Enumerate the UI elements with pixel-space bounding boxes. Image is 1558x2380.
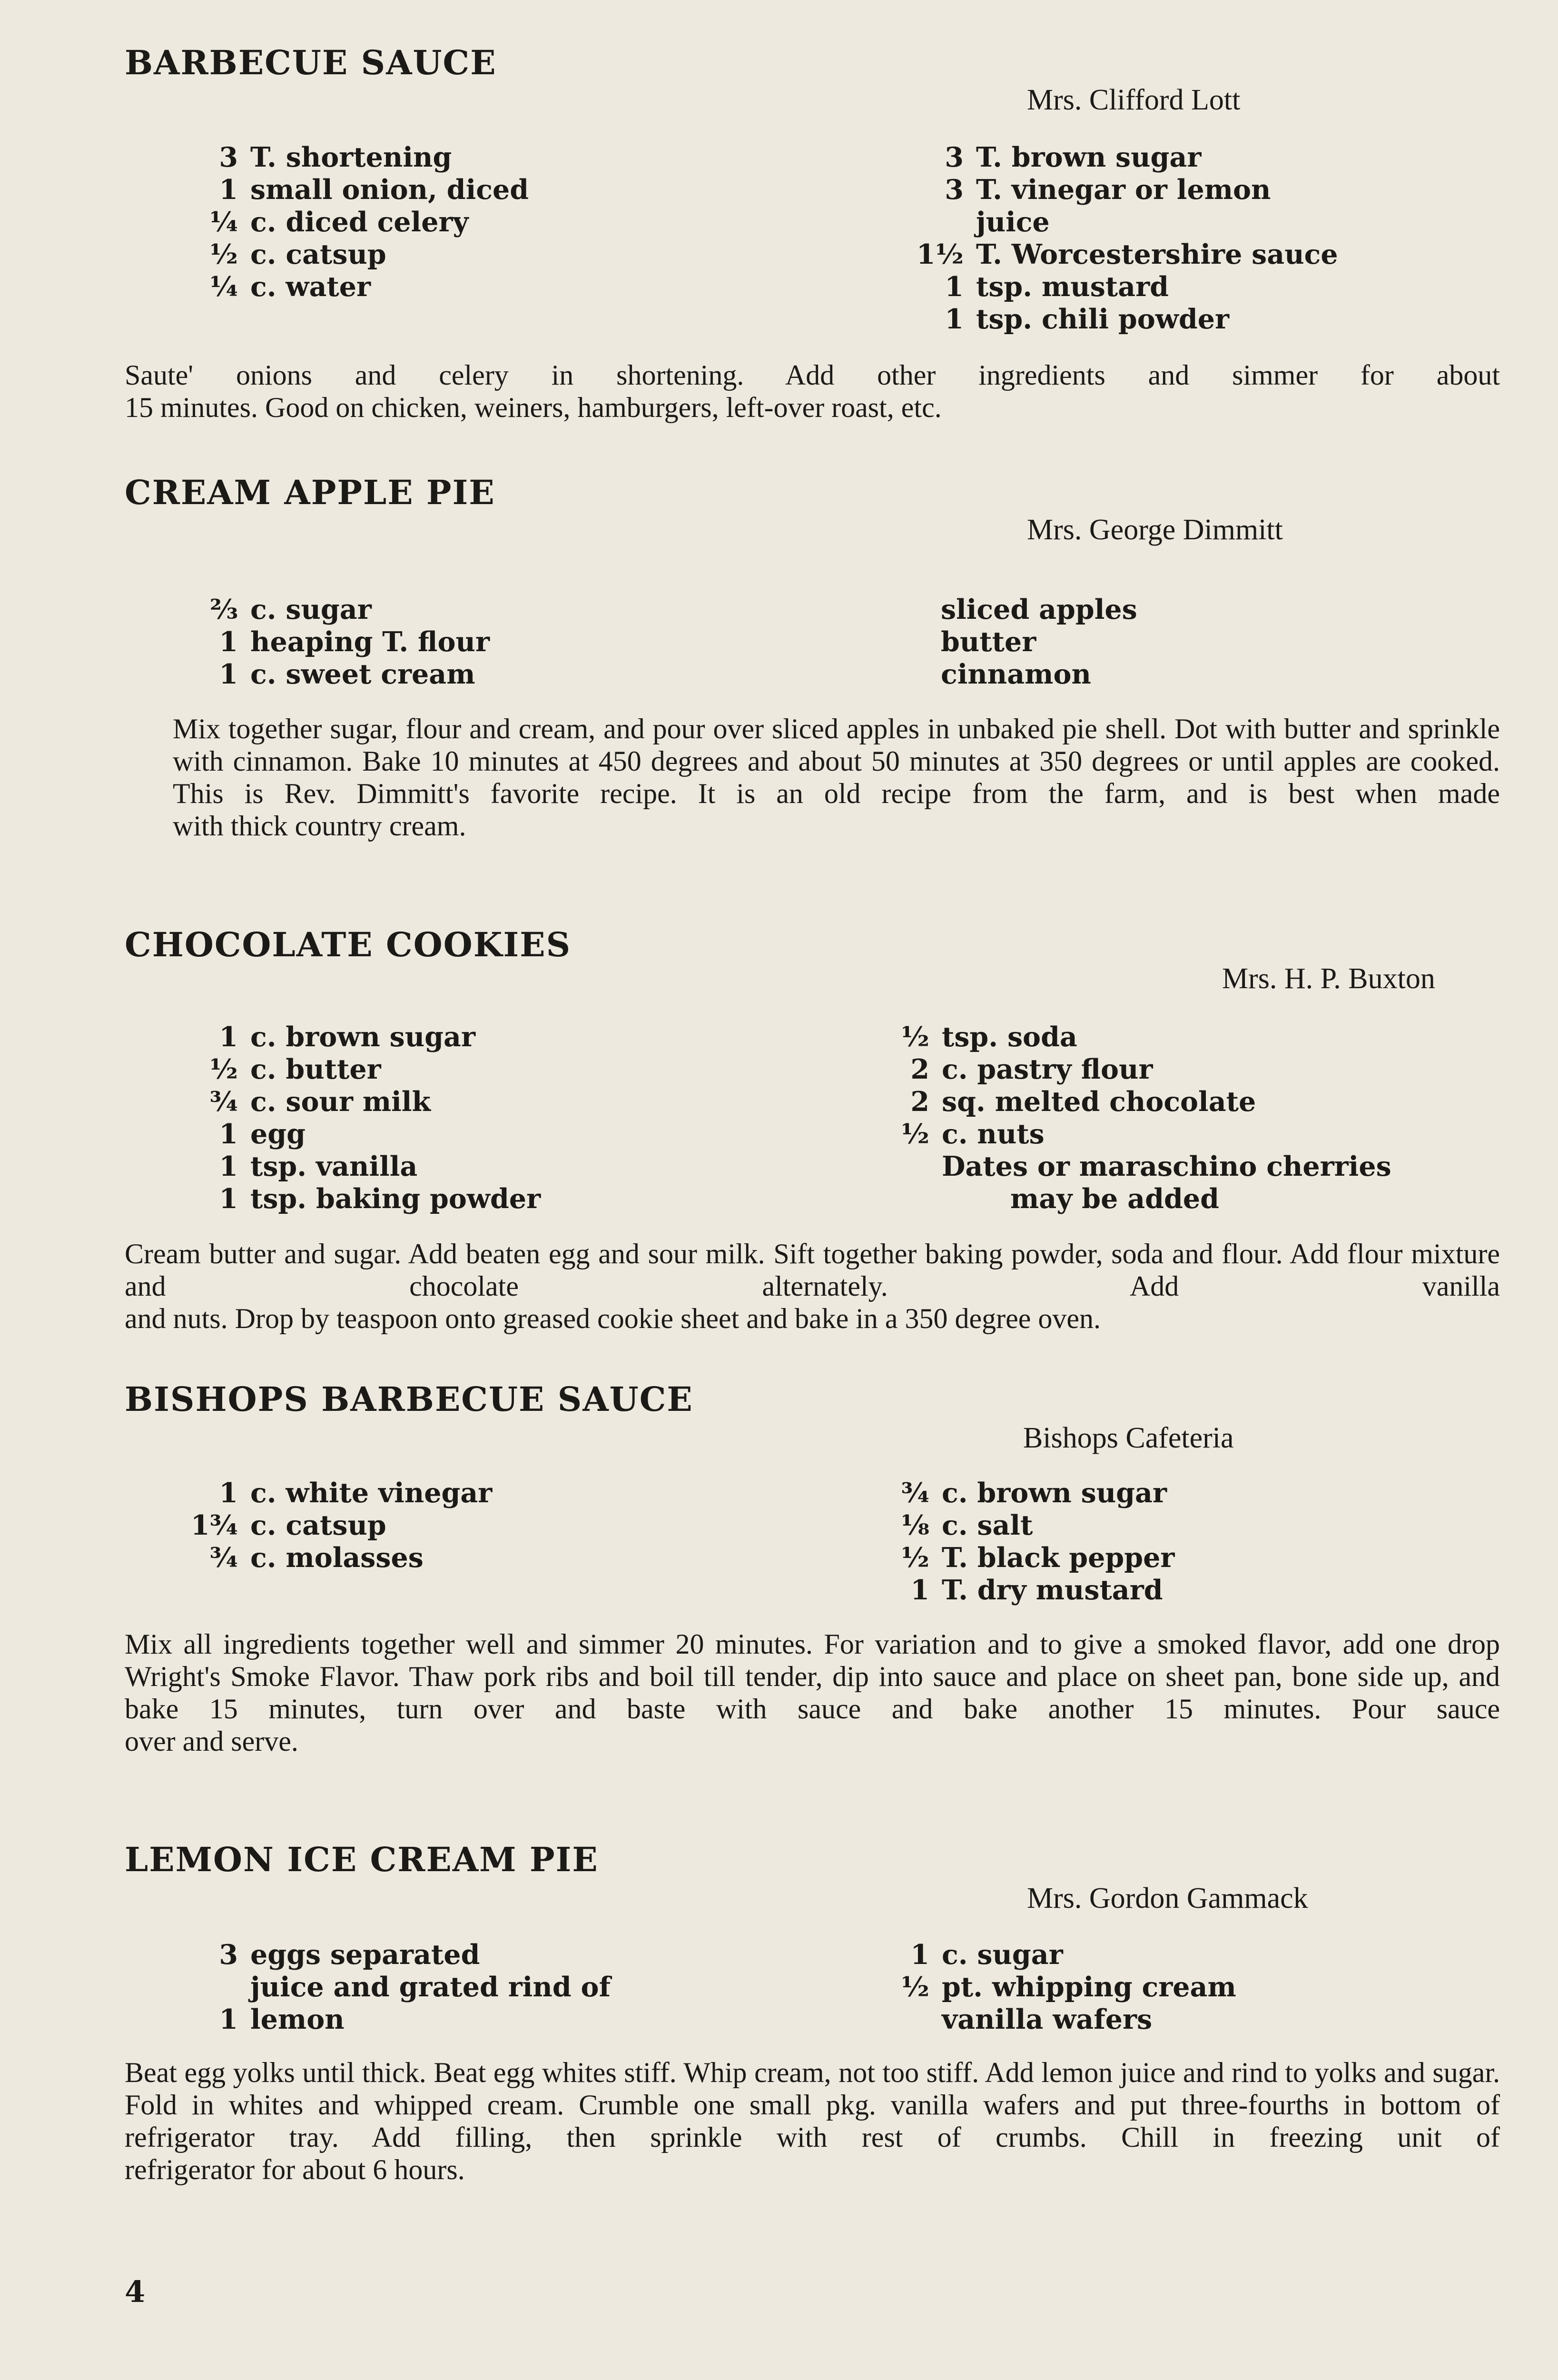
recipe-author: Mrs. George Dimmitt [1027,514,1283,546]
ingredients-left [181,141,529,303]
ingredient: 2 c. pastry flour [910,1053,1153,1085]
ingredient: ¾ c. sour milk [209,1086,431,1118]
ingredients-right [872,1939,1236,2036]
ingredient: 1 lemon [219,2003,345,2035]
ingredient: 1½ T. Worcestershire sauce [916,238,1338,270]
recipe-author: Mrs. Clifford Lott [1027,84,1241,116]
ingredients-right [941,594,1137,691]
ingredient: 1 tsp. mustard [945,271,1169,303]
ingredient: ½ tsp. soda [901,1021,1077,1053]
ingredient: ¾ c. brown sugar [901,1477,1167,1509]
recipe-author: Mrs. H. P. Buxton [1222,962,1435,995]
ingredient: 3 T. shortening [219,141,452,173]
recipe-directions: Beat egg yolks until thick. Beat egg whites stiff. Whip cream, not too stiff. Add lemon juice and rind to yolks and sugar. Fold in whites and whipped cream. Crumble one small pkg. vanilla wafers and put three-fourths in bottom of refrigerator tray. Add filling, then sprinkle with rest of crumbs. Chill in freezing unit of refrigerator for about 6 hours. [125,2057,1500,2185]
ingredient: sliced apples [941,594,1137,625]
ingredient: juice [976,206,1050,238]
ingredient: butter [941,626,1036,658]
ingredient: may be added [1010,1183,1219,1215]
ingredient: ½ c. catsup [209,238,386,270]
recipe-title-barbecue-sauce: BARBECUE SAUCE [125,43,497,82]
recipe-title-cream-apple-pie: CREAM APPLE PIE [125,473,495,512]
ingredient: vanilla wafers [942,2003,1153,2035]
ingredient: 2 sq. melted chocolate [910,1086,1256,1118]
ingredients-right [907,141,1338,336]
ingredients-right [872,1021,1391,1215]
ingredient: ½ pt. whipping cream [901,1971,1236,2003]
ingredients-left [181,1021,541,1215]
ingredient: 1¾ c. catsup [190,1509,386,1541]
recipe-directions: Mix all ingredients together well and simmer 20 minutes. For variation and to give a smoked flavor, add one drop Wright's Smoke Flavor. Thaw pork ribs and boil till tender, dip into sauce and place on sheet pan, bone side up, and bake 15 minutes, turn over and baste with sauce and bake another 15 minutes. Pour sauce over and serve. [125,1628,1500,1757]
page-number: 4 [125,2274,146,2309]
ingredient: ½ c. nuts [901,1118,1045,1150]
ingredient: 1 heaping T. flour [219,626,490,658]
recipe-directions: Cream butter and sugar. Add beaten egg and sour milk. Sift together baking powder, soda and flour. Add flour mixture and chocolate alternately. Add vanilla and nuts. Drop by teaspoon onto greased cookie sheet and bake in a 350 degree oven. [125,1238,1500,1334]
ingredients-right [872,1477,1174,1606]
ingredient: ¼ c. diced celery [209,206,469,238]
recipe-author: Mrs. Gordon Gammack [1027,1882,1308,1914]
ingredient: 1 tsp. baking powder [219,1183,541,1215]
ingredients-left [181,594,490,691]
ingredient: ¼ c. water [209,271,371,303]
ingredient: cinnamon [941,658,1091,690]
recipe-title-lemon-ice-cream-pie: LEMON ICE CREAM PIE [125,1840,599,1879]
ingredient: 1 T. dry mustard [910,1574,1163,1606]
ingredient: 1 c. white vinegar [219,1477,493,1509]
ingredient: ½ c. butter [209,1053,381,1085]
recipe-title-bishops-barbecue-sauce: BISHOPS BARBECUE SAUCE [125,1379,693,1419]
ingredient: 1 c. sweet cream [219,658,475,690]
ingredient: ⅛ c. salt [901,1509,1033,1541]
ingredient: 3 T. vinegar or lemon [945,174,1271,206]
recipe-title-chocolate-cookies: CHOCOLATE COOKIES [125,925,572,964]
ingredient: ½ T. black pepper [901,1542,1175,1574]
ingredient: juice and grated rind of [250,1971,611,2003]
recipe-directions: Mix together sugar, flour and cream, and pour over sliced apples in unbaked pie shell. Dot with butter and sprinkle with cinnamon. Bake 10 minutes at 450 degrees and about 50 minutes at 350 degrees or until apples are cooked. This is Rev. Dimmitt's favorite recipe. It is an old recipe from the farm, and is best when made with thick country cream. [173,713,1500,842]
ingredients-left [181,1477,492,1574]
recipe-author: Bishops Cafeteria [1023,1422,1234,1454]
ingredient: 1 small onion, diced [219,174,529,206]
ingredient: 1 tsp. chili powder [945,303,1230,335]
ingredient: ¾ c. molasses [209,1542,424,1574]
ingredient: 3 T. brown sugar [945,141,1202,173]
ingredients-left [181,1939,611,2036]
ingredient: Dates or maraschino cherries [942,1150,1391,1182]
ingredient: 3 eggs separated [219,1939,480,1971]
recipe-directions: Saute' onions and celery in shortening. Add other ingredients and simmer for about 15 minutes. Good on chicken, weiners, hamburgers, left-over roast, etc. [125,359,1500,423]
ingredient: 1 c. sugar [910,1939,1063,1971]
ingredient: ⅔ c. sugar [209,594,372,625]
ingredient: 1 tsp. vanilla [219,1150,418,1182]
ingredient: 1 egg [219,1118,306,1150]
ingredient: 1 c. brown sugar [219,1021,476,1053]
